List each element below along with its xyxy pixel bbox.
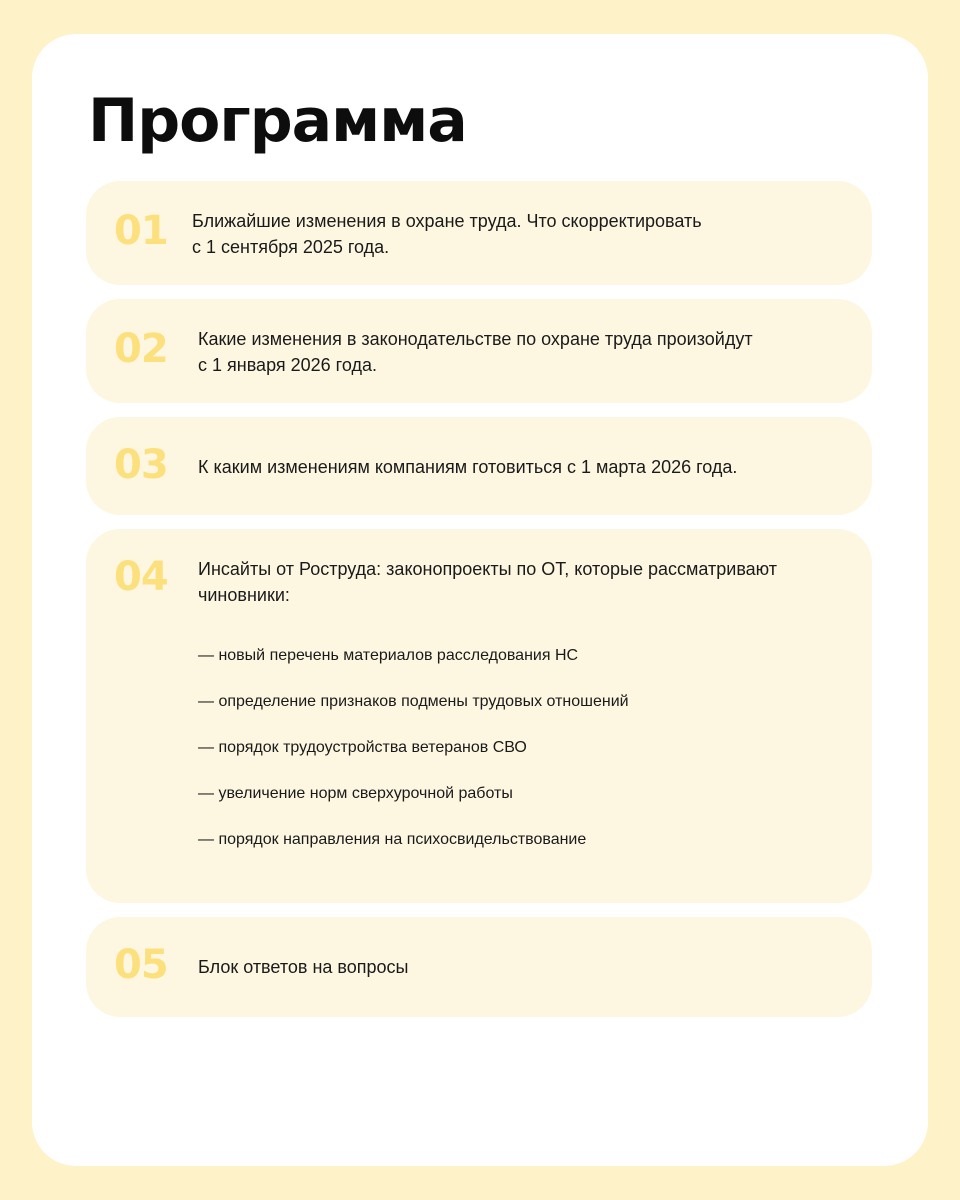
item-text xyxy=(198,954,832,980)
item-text xyxy=(192,208,832,260)
topic-list xyxy=(198,645,629,875)
program-item-03 xyxy=(86,417,872,515)
list-item: — увеличение норм сверхурочной работы xyxy=(198,785,513,802)
page-title: Программа xyxy=(88,86,467,156)
program-item-02 xyxy=(86,299,872,403)
item-number: 01 xyxy=(114,208,168,254)
list-item: — новый перечень материалов расследования НС xyxy=(198,647,579,664)
item-text xyxy=(198,326,832,378)
list-item: — порядок направления на психосвидельствование xyxy=(198,831,587,848)
list-item: — порядок трудоустройства ветеранов СВО xyxy=(198,739,527,756)
item-text-line: Какие изменения в законодательстве по охране труда произойдут xyxy=(198,329,753,349)
program-item-04 xyxy=(86,529,872,903)
item-text xyxy=(198,454,832,480)
item-text-line: Ближайшие изменения в охране труда. Что скорректировать xyxy=(192,211,702,231)
program-item-01 xyxy=(86,181,872,285)
item-text-line: чиновники: xyxy=(198,585,290,605)
item-text-line: Инсайты от Роструда: законопроекты по ОТ, которые рассматривают xyxy=(198,559,778,579)
program-item-05 xyxy=(86,917,872,1017)
item-number: 03 xyxy=(114,442,168,488)
item-number: 05 xyxy=(114,942,168,988)
item-text-line: с 1 сентября 2025 года. xyxy=(192,237,390,257)
item-text-line: Блок ответов на вопросы xyxy=(198,957,409,977)
list-item: — определение признаков подмены трудовых отношений xyxy=(198,693,629,710)
item-text-line: К каким изменениям компаниям готовиться с 1 марта 2026 года. xyxy=(198,457,738,477)
item-number: 04 xyxy=(114,554,168,600)
item-text xyxy=(198,556,832,608)
item-text-line: с 1 января 2026 года. xyxy=(198,355,377,375)
item-number: 02 xyxy=(114,326,168,372)
